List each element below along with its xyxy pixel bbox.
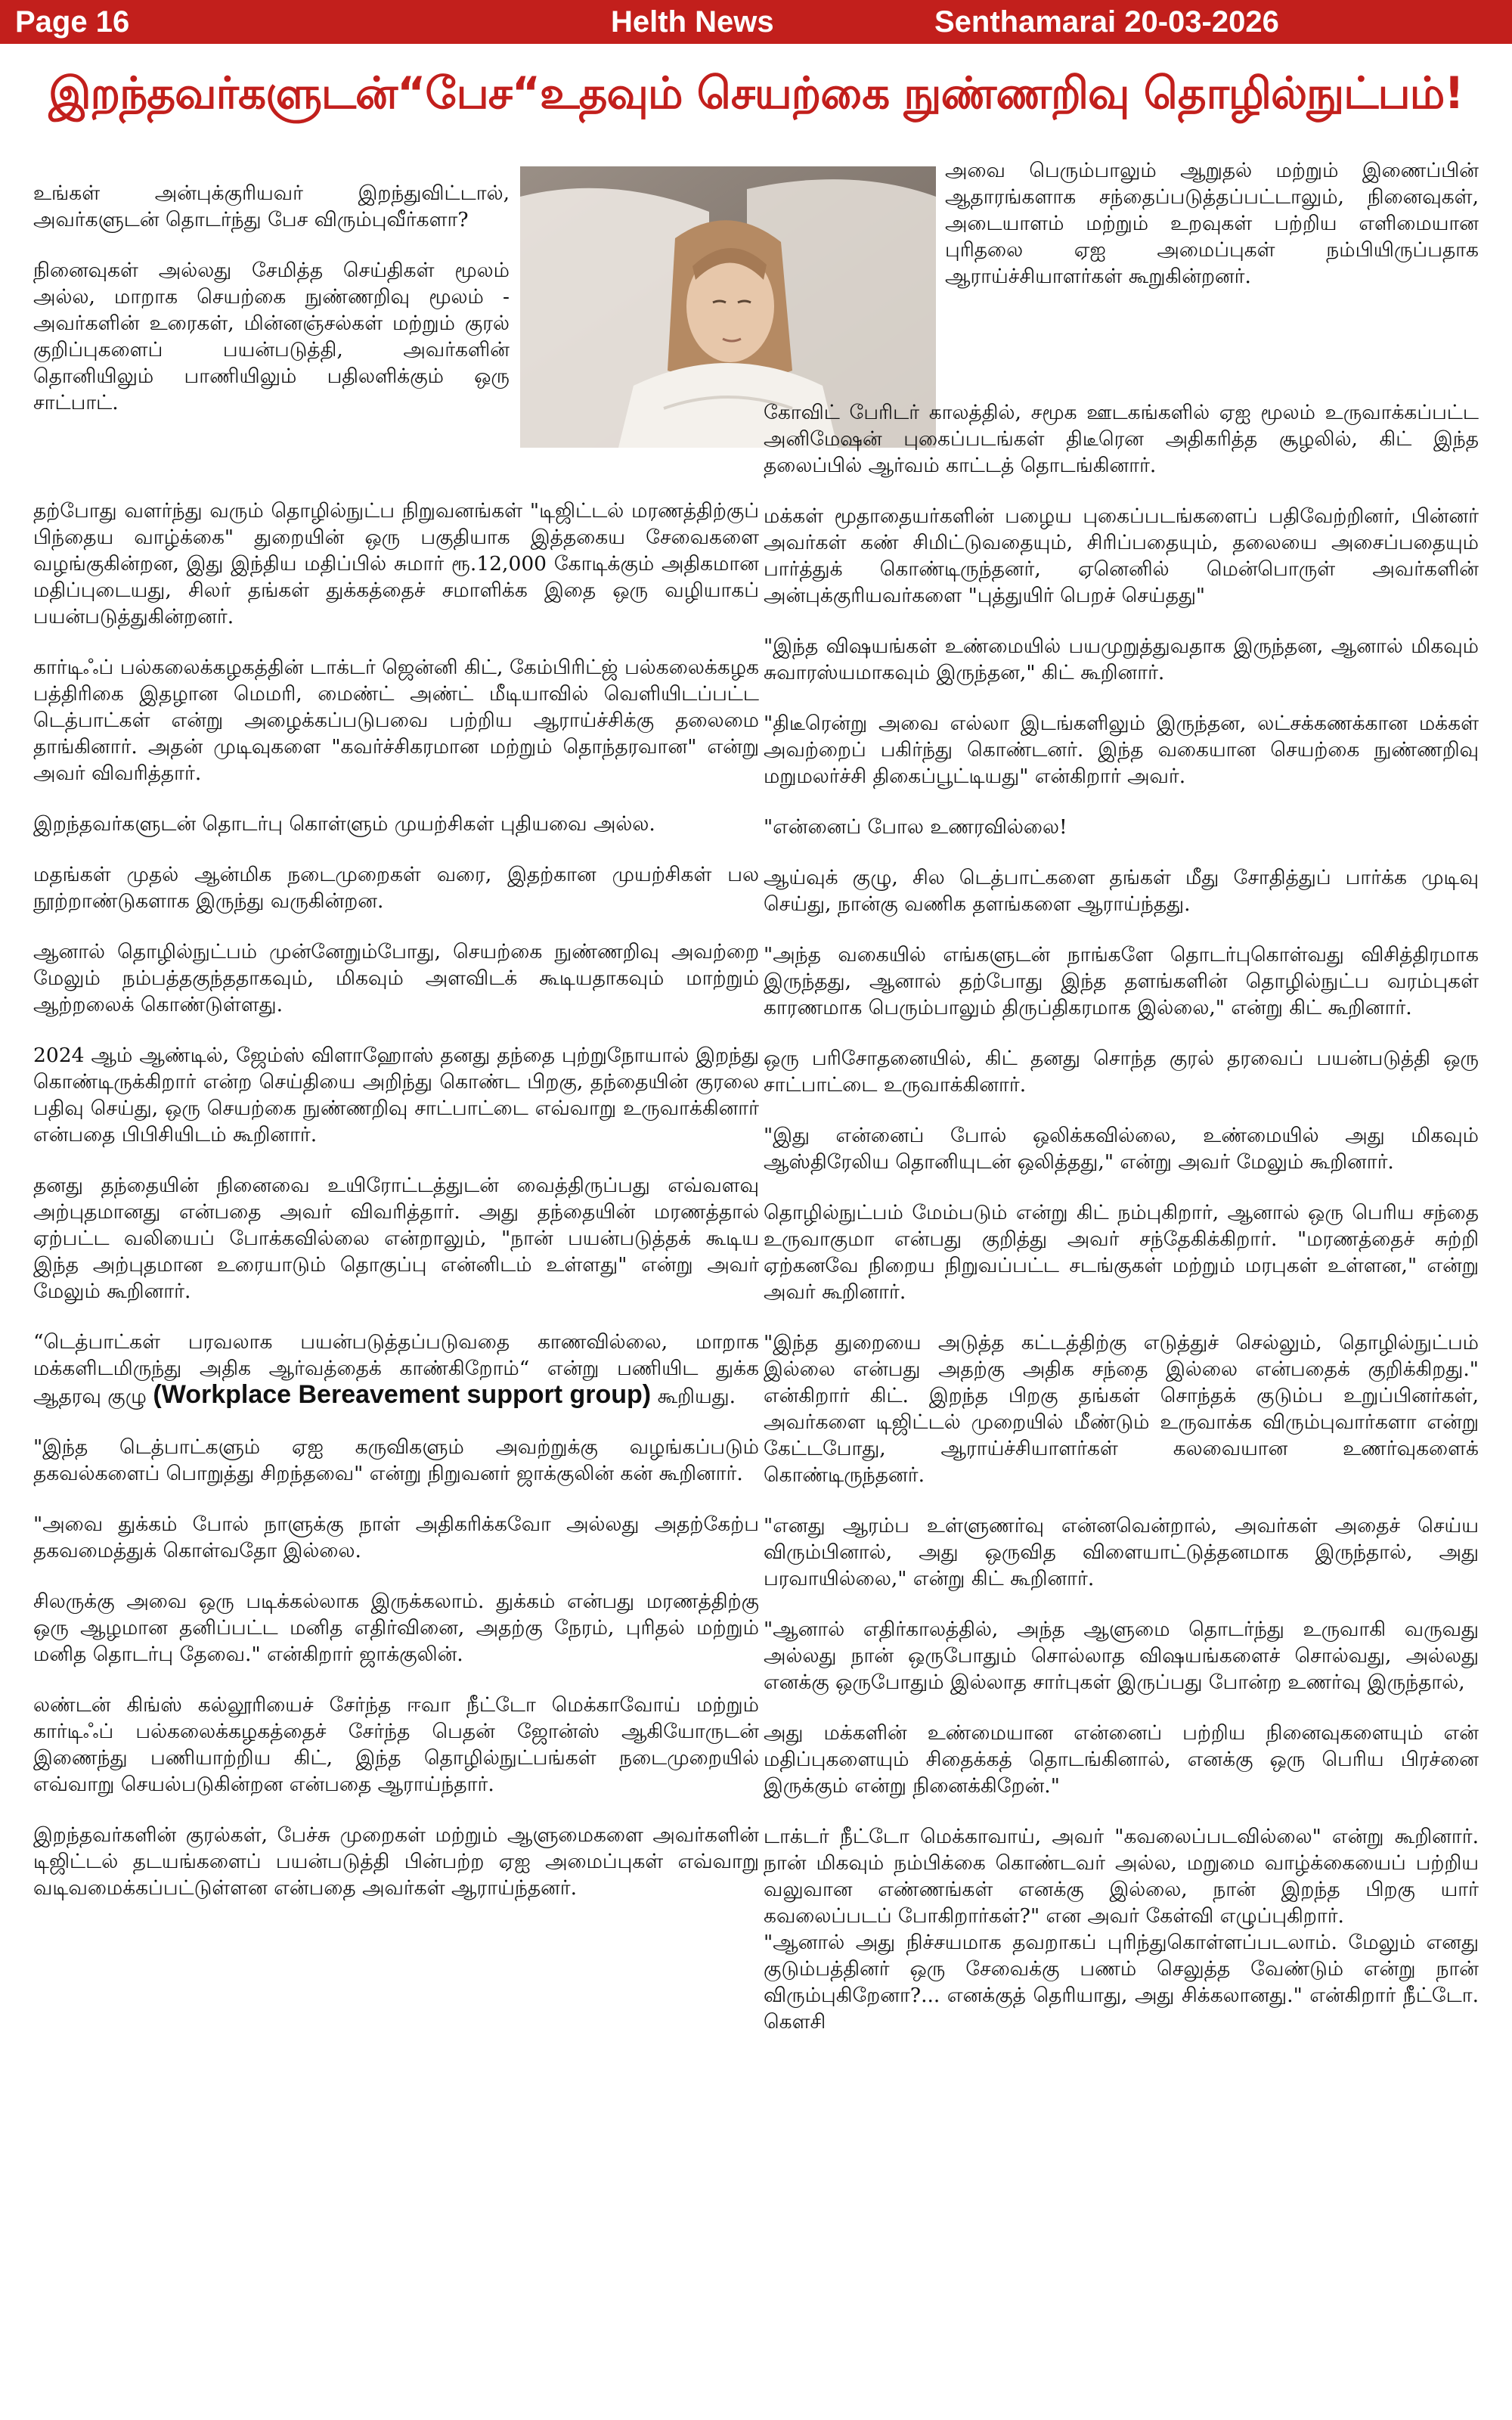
column-1 [33,498,759,1925]
paragraph: "இது என்னைப் போல் ஒலிக்கவில்லை, உண்மையில் அது மிகவும் ஆஸ்திரேலிய தொனியுடன் ஒலித்தது," என்று அவர் மேலும் கூறினார். [764,1124,1479,1174]
paragraph: தற்போது வளர்ந்து வரும் தொழில்நுட்ப நிறுவனங்கள் "டிஜிட்டல் மரணத்திற்குப் பிந்தைய வாழ்க்கை" துறையின் ஒரு பகுதியாக இத்தகைய சேவைகளை வழங்குகின்றன, இது இந்திய மதிப்பில் சுமார் ரூ.12,000 கோடிக்கும் அதிகமான மதிப்புடையது, சிலர் தங்கள் துக்கத்தைச் சமாளிக்க இதை ஒரு வழியாகப் பயன்படுத்துகின்றனர். [33,499,759,628]
page-number: Page 16 [15,5,130,39]
column-2-top [945,157,1479,314]
column-2 [764,399,1479,2035]
paragraph: தனது தந்தையின் நினைவை உயிரோட்டத்துடன் வைத்திருப்பது எவ்வளவு அற்புதமானது என்பதை அவர் விவரித்தார். அது தந்தையின் மரணத்தால் ஏற்பட்ட வலியைப் போக்கவில்லை என்றாலும், "நான் பயன்படுத்தக் கூடிய இந்த அற்புதமான உரையாடும் தொகுப்பு என்னிடம் உள்ளது" என்று அவர் மேலும் கூறினார். [33,1174,759,1303]
paragraph: நினைவுகள் அல்லது சேமித்த செய்திகள் மூலம் அல்ல, மாறாக செயற்கை நுண்ணறிவு மூலம் - அவர்களின் உரைகள், மின்னஞ்சல்கள் மற்றும் குரல் குறிப்புகளைப் பயன்படுத்தி, அவர்களின் தொனியிலும் பாணியிலும் பதிலளிக்கும் ஒரு சாட்பாட். [33,259,510,414]
paragraph: இறந்தவர்களின் குரல்கள், பேச்சு முறைகள் மற்றும் ஆளுமைகளை அவர்களின் டிஜிட்டல் தடயங்களைப் பயன்படுத்தி பின்பற்ற ஏஐ அமைப்புகள் எவ்வாறு வடிவமைக்கப்பட்டுள்ளன என்பதை அவர்கள் ஆராய்ந்தனர். [33,1823,759,1900]
paragraph: சிலருக்கு அவை ஒரு படிக்கல்லாக இருக்கலாம். துக்கம் என்பது மரணத்திற்கு ஒரு ஆழமான தனிப்பட்ட மனித எதிர்வினை, அதற்கு நேரம், புரிதல் மற்றும் மனித தொடர்பு தேவை." என்கிறார் ஜாக்குலின். [33,1590,759,1666]
paragraph: "அந்த வகையில் எங்களுடன் நாங்களே தொடர்புகொள்வது விசித்திரமாக இருந்தது, ஆனால் தற்போது இந்த தளங்களின் தொழில்நுட்ப வரம்புகள் காரணமாக பெரும்பாலும் திருப்திகரமாக இல்லை," என்று கிட் கூறினார். [764,943,1479,1019]
paragraph: டாக்டர் நீட்டோ மெக்காவாய், அவர் "கவலைப்படவில்லை" என்று கூறினார். நான் மிகவும் நம்பிக்கை கொண்டவர் அல்ல, மறுமை வாழ்க்கையைப் பற்றிய வலுவான எண்ணங்கள் எனக்கு இல்லை, நான் இறந்த பிறகு யார் கவலைப்படப் போகிறார்கள்?" என அவர் கேள்வி எழுப்புகிறார். [764,1825,1479,1928]
text-run: கூறியது. [657,1385,736,1408]
paragraph: "திடீரென்று அவை எல்லா இடங்களிலும் இருந்தன, லட்சக்கணக்கான மக்கள் அவற்றைப் பகிர்ந்து கொண்டனர். இந்த வகையான செயற்கை நுண்ணறிவு மறுமலர்ச்சி திகைப்பூட்டியது" என்கிறார் அவர். [764,712,1479,788]
column-1-intro [33,180,510,440]
section-name: Helth News [611,5,774,39]
headline: இறந்தவர்களுடன்“பேச“உதவும் செயற்கை நுண்ணறிவு தொழில்நுட்பம்! [48,67,1464,119]
paragraph: உங்கள் அன்புக்குரியவர் இறந்துவிட்டால், அவர்களுடன் தொடர்ந்து பேச விரும்புவீர்களா? [33,182,510,231]
paragraph: ஒரு பரிசோதனையில், கிட் தனது சொந்த குரல் தரவைப் பயன்படுத்தி ஒரு சாட்பாட்டை உருவாக்கினார். [764,1047,1479,1097]
paragraph: "இந்த டெத்பாட்களும் ஏஐ கருவிகளும் அவற்றுக்கு வழங்கப்படும் தகவல்களைப் பொறுத்து சிறந்தவை" என்று நிறுவனர் ஜாக்குலின் கன் கூறினார். [33,1435,759,1485]
paragraph: ஆனால் தொழில்நுட்பம் முன்னேறும்போது, செயற்கை நுண்ணறிவு அவற்றை மேலும் நம்பத்தகுந்ததாகவும், மிகவும் அளவிடக் கூடியதாகவும் மாற்றும் ஆற்றலைக் கொண்டுள்ளது. [33,940,759,1016]
paragraph-bold-term [33,1329,759,1410]
paragraph: தொழில்நுட்பம் மேம்படும் என்று கிட் நம்புகிறார், ஆனால் ஒரு பெரிய சந்தை உருவாகுமா என்பது குறித்து அவர் சந்தேகிக்கிறார். "மரணத்தைச் சுற்றி ஏற்கனவே நிறைய நிறுவப்பட்ட சடங்குகள் மற்றும் மரபுகள் உள்ளன," என்று அவர் கூறினார். [764,1201,1479,1304]
paragraph: மதங்கள் முதல் ஆன்மிக நடைமுறைகள் வரை, இதற்கான முயற்சிகள் பல நூற்றாண்டுகளாக இருந்து வருகின்றன. [33,863,759,913]
text-run: “டெத்பாட்கள் பரவலாக பயன்படுத்தப்படுவதை காணவில்லை, மாறாக மக்களிடமிருந்து அதிக ஆர்வத்தைக் காண்கிறோம்“ என்று பணியிட துக்க ஆதரவு குழு [33,1330,759,1408]
paragraph: "ஆனால் அது நிச்சயமாக தவறாகப் புரிந்துகொள்ளப்படலாம். மேலும் எனது குடும்பத்தினர் ஒரு சேவைக்கு பணம் செலுத்த வேண்டும் என்று நான் விரும்புகிறேனா?... எனக்குத் தெரியாது, அது சிக்கலானது." என்கிறார் நீட்டோ. கௌசி [764,1931,1479,2034]
paragraph: இறந்தவர்களுடன் தொடர்பு கொள்ளும் முயற்சிகள் புதியவை அல்ல. [33,812,655,836]
paragraph: "என்னைப் போல உணரவில்லை! [764,815,1067,839]
paragraph: "இந்த துறையை அடுத்த கட்டத்திற்கு எடுத்துச் செல்லும், தொழில்நுட்பம் இல்லை என்பது அதற்கு அதிக சந்தை இல்லை என்பதைக் குறிக்கிறது." என்கிறார் கிட். இறந்த பிறகு தங்கள் சொந்தக் குடும்ப உறுப்பினர்கள், அவர்களை டிஜிட்டல் முறையில் மீண்டும் உருவாக்க விரும்புவார்களா என்று கேட்டபோது, ஆராய்ச்சியாளர்கள் கலவையான உணர்வுகளைக் கொண்டிருந்தனர். [764,1331,1479,1487]
paragraph: "எனது ஆரம்ப உள்ளுணர்வு என்னவென்றால், அவர்கள் அதைச் செய்ய விரும்பினால், அது ஒருவித விளையாட்டுத்தனமாக இருந்தால், அது பரவாயில்லை," என்று கிட் கூறினார். [764,1514,1479,1590]
paragraph: லண்டன் கிங்ஸ் கல்லூரியைச் சேர்ந்த ஈவா நீட்டோ மெக்காவோய் மற்றும் கார்டிஃப் பல்கலைக்கழகத்தைச் சேர்ந்த பெதன் ஜோன்ஸ் ஆகியோருடன் இணைந்து பணியாற்றிய கிட், இந்த தொழில்நுட்பங்கள் நடைமுறையில் எவ்வாறு செயல்படுகின்றன என்பதை ஆராய்ந்தார். [33,1693,759,1796]
paragraph: கார்டிஃப் பல்கலைக்கழகத்தின் டாக்டர் ஜென்னி கிட், கேம்பிரிட்ஜ் பல்கலைக்கழக பத்திரிகை இதழான மெமரி, மைண்ட் அண்ட் மீடியாவில் வெளியிடப்பட்ட டெத்பாட்கள் என்று அழைக்கப்படுபவை பற்றிய ஆராய்ச்சிக்கு தலைமை தாங்கினார். அதன் முடிவுகளை "கவர்ச்சிகரமான மற்றும் தொந்தரவான" என்று அவர் விவரித்தார். [33,656,759,785]
paragraph: "இந்த விஷயங்கள் உண்மையில் பயமுறுத்துவதாக இருந்தன, ஆனால் மிகவும் சுவாரஸ்யமாகவும் இருந்தன," கிட் கூறினார். [764,634,1479,684]
english-term: (Workplace Bereavement support group) [153,1380,652,1409]
masthead-bar [0,0,1512,44]
paragraph: "அவை துக்கம் போல் நாளுக்கு நாள் அதிகரிக்கவோ அல்லது அதற்கேற்ப தகவமைத்துக் கொள்வதோ இல்லை. [33,1512,759,1562]
paragraph: அவை பெரும்பாலும் ஆறுதல் மற்றும் இணைப்பின் ஆதாரங்களாக சந்தைப்படுத்தப்பட்டாலும், நினைவுகள், அடையாளம் மற்றும் உறவுகள் பற்றிய எளிமையான புரிதலை ஏஐ அமைப்புகள் நம்பியிருப்பதாக ஆராய்ச்சியாளர்கள் கூறுகின்றனர். [945,159,1479,288]
paragraph: மக்கள் மூதாதையர்களின் பழைய புகைப்படங்களைப் பதிவேற்றினர், பின்னர் அவர்கள் கண் சிமிட்டுவதையும், சிரிப்பதையும், தலையை அசைப்பதையும் பார்த்துக் கொண்டிருந்தனர், ஏனெனில் மென்பொருள் அவர்களின் அன்புக்குரியவர்களை "புத்துயிர் பெறச் செய்தது" [764,504,1479,607]
paragraph: 2024 ஆம் ஆண்டில், ஜேம்ஸ் விளாஹோஸ் தனது தந்தை புற்றுநோயால் இறந்து கொண்டிருக்கிறார் என்ற செய்தியை அறிந்து கொண்ட பிறகு, தந்தையின் குரலை பதிவு செய்து, ஒரு செயற்கை நுண்ணறிவு சாட்பாட்டை எவ்வாறு உருவாக்கினார் என்பதை பிபிசியிடம் கூறினார். [33,1044,759,1146]
paragraph: "ஆனால் எதிர்காலத்தில், அந்த ஆளுமை தொடர்ந்து உருவாகி வருவது அல்லது நான் ஒருபோதும் சொல்லாத விஷயங்களைச் சொல்வது, அல்லது எனக்கு ஒருபோதும் இல்லாத சார்புகள் இருப்பது போன்ற உணர்வு இருந்தால், [764,1618,1479,1694]
paragraph: ஆய்வுக் குழு, சில டெத்பாட்களை தங்கள் மீது சோதித்துப் பார்க்க முடிவு செய்து, நான்கு வணிக தளங்களை ஆராய்ந்தது. [764,866,1479,916]
paragraph: கோவிட் பேரிடர் காலத்தில், சமூக ஊடகங்களில் ஏஐ மூலம் உருவாக்கப்பட்ட அனிமேஷன் புகைப்படங்கள் திடீரென அதிகரித்த சூழலில், கிட் இந்த தலைப்பில் ஆர்வம் காட்டத் தொடங்கினார். [764,401,1479,477]
paragraph: அது மக்களின் உண்மையான என்னைப் பற்றிய நினைவுகளையும் என் மதிப்புகளையும் சிதைக்கத் தொடங்கினால், எனக்கு ஒரு பெரிய பிரச்னை இருக்கும் என்று நினைக்கிறேன்." [764,1721,1479,1798]
paper-date: Senthamarai 20-03-2026 [934,5,1279,39]
